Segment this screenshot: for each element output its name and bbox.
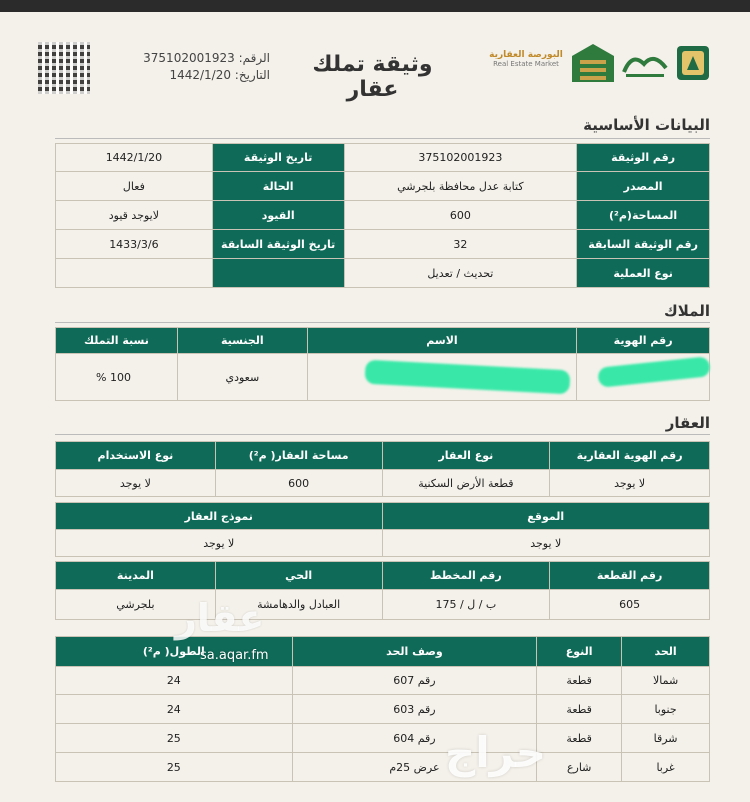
column-header: الطول( م²)	[56, 637, 293, 667]
divider	[55, 434, 710, 435]
aqar-watermark: عقار	[175, 596, 265, 640]
table-cell: لا يوجد	[550, 470, 710, 497]
table-cell: جنوبا	[622, 695, 710, 724]
date-value: 1442/1/20	[169, 68, 231, 82]
table-row	[56, 753, 710, 782]
table-key: المساحة(م²)	[577, 201, 710, 230]
table-key: القيود	[212, 201, 344, 230]
table-cell: لا يوجد	[56, 530, 383, 557]
column-header: نوع الاستخدام	[56, 442, 216, 470]
table-cell: رقم 603	[292, 695, 537, 724]
table-value: كتابة عدل محافظة بلجرشي	[344, 172, 577, 201]
table-cell: 600	[215, 470, 382, 497]
table-cell: 605	[550, 590, 710, 620]
column-header: الموقع	[382, 503, 710, 530]
table-cell: 25	[56, 724, 293, 753]
table-value: 32	[344, 230, 577, 259]
table-cell: ب / ل / 175	[382, 590, 550, 620]
number-value: 375102001923	[143, 51, 235, 65]
table-cell: قطعة	[537, 724, 622, 753]
table-row	[56, 259, 710, 288]
qr-code-icon	[38, 42, 90, 94]
table-value: 600	[344, 201, 577, 230]
table-cell: 25	[56, 753, 293, 782]
table-cell: رقم 607	[292, 667, 537, 695]
table-cell: قطعة	[537, 667, 622, 695]
property-table-1	[55, 441, 710, 497]
column-header: النوع	[537, 637, 622, 667]
table-header-row	[56, 562, 710, 590]
table-cell: قطعة الأرض السكنية	[382, 470, 550, 497]
page-title: وثيقة تملك عقار	[312, 52, 433, 102]
table-key: رقم الوثيقة السابقة	[577, 230, 710, 259]
column-header: المدينة	[56, 562, 216, 590]
table-header-row	[56, 328, 710, 354]
column-header: رقم الهوية العقارية	[550, 442, 710, 470]
table-value: تحديث / تعديل	[344, 259, 577, 288]
column-header: الحي	[215, 562, 382, 590]
table-cell: شرقا	[622, 724, 710, 753]
table-value: 375102001923	[344, 144, 577, 172]
table-key: نوع العملية	[577, 259, 710, 288]
table-key: الحالة	[212, 172, 344, 201]
divider	[55, 138, 710, 139]
column-header: نموذج العقار	[56, 503, 383, 530]
column-header: رقم الهوية	[577, 328, 710, 354]
divider	[55, 322, 710, 323]
table-key: تاريخ الوثيقة	[212, 144, 344, 172]
table-row	[56, 144, 710, 172]
table-row	[56, 201, 710, 230]
table-value	[56, 259, 213, 288]
table-cell: لا يوجد	[56, 470, 216, 497]
table-cell: 24	[56, 667, 293, 695]
document-meta	[120, 50, 270, 84]
table-row	[56, 470, 710, 497]
table-cell: 24	[56, 695, 293, 724]
column-header: الحد	[622, 637, 710, 667]
owner-nationality: سعودي	[177, 354, 307, 401]
property-section-title: العقار	[665, 414, 710, 432]
basic-table	[55, 143, 710, 288]
ministry-logo-icon	[620, 46, 670, 82]
table-value: لايوجد قيود	[56, 201, 213, 230]
table-row	[56, 530, 710, 557]
table-row	[56, 695, 710, 724]
column-header: رقم المخطط	[382, 562, 550, 590]
rem-emblem-icon	[570, 42, 616, 86]
table-cell: رقم 604	[292, 724, 537, 753]
table-cell: قطعة	[537, 695, 622, 724]
table-row	[56, 590, 710, 620]
table-value: 1433/3/6	[56, 230, 213, 259]
owner-share: 100 %	[56, 354, 178, 401]
table-cell: شارع	[537, 753, 622, 782]
top-bar	[0, 0, 750, 12]
table-key	[212, 259, 344, 288]
column-header: وصف الحد	[292, 637, 537, 667]
column-header: نسبة التملك	[56, 328, 178, 354]
bounds-table	[55, 636, 710, 782]
aqar-url-watermark: sa.aqar.fm	[200, 648, 269, 663]
basic-section-title: البيانات الأساسية	[583, 116, 710, 134]
column-header: نوع العقار	[382, 442, 550, 470]
table-cell: غربا	[622, 753, 710, 782]
table-cell: العبادل والدهامشة	[215, 590, 382, 620]
property-table-3	[55, 561, 710, 620]
table-key: تاريخ الوثيقة السابقة	[212, 230, 344, 259]
table-cell: عرض 25م	[292, 753, 537, 782]
owners-section-title: الملاك	[664, 302, 710, 320]
table-row	[56, 667, 710, 695]
column-header: رقم القطعة	[550, 562, 710, 590]
table-row	[56, 724, 710, 753]
property-table-2	[55, 502, 710, 557]
number-label: الرقم:	[238, 51, 270, 65]
table-key: المصدر	[577, 172, 710, 201]
column-header: الاسم	[307, 328, 577, 354]
table-row	[56, 172, 710, 201]
table-key: رقم الوثيقة	[577, 144, 710, 172]
haraj-watermark: حراج	[445, 728, 547, 777]
column-header: مساحة العقار( م²)	[215, 442, 382, 470]
date-label: التاريخ:	[234, 68, 270, 82]
rem-logo	[486, 50, 566, 82]
table-value: فعال	[56, 172, 213, 201]
rem-logo-subtext: Real Estate Market	[493, 60, 559, 68]
table-header-row	[56, 442, 710, 470]
table-header-row	[56, 503, 710, 530]
table-cell: لا يوجد	[382, 530, 710, 557]
column-header: الجنسية	[177, 328, 307, 354]
rem-logo-text: البورصة العقارية	[489, 50, 563, 60]
table-row	[56, 230, 710, 259]
table-cell: شمالا	[622, 667, 710, 695]
table-value: 1442/1/20	[56, 144, 213, 172]
ministry-emblem-icon	[673, 42, 713, 84]
table-header-row	[56, 637, 710, 667]
table-cell: بلجرشي	[56, 590, 216, 620]
